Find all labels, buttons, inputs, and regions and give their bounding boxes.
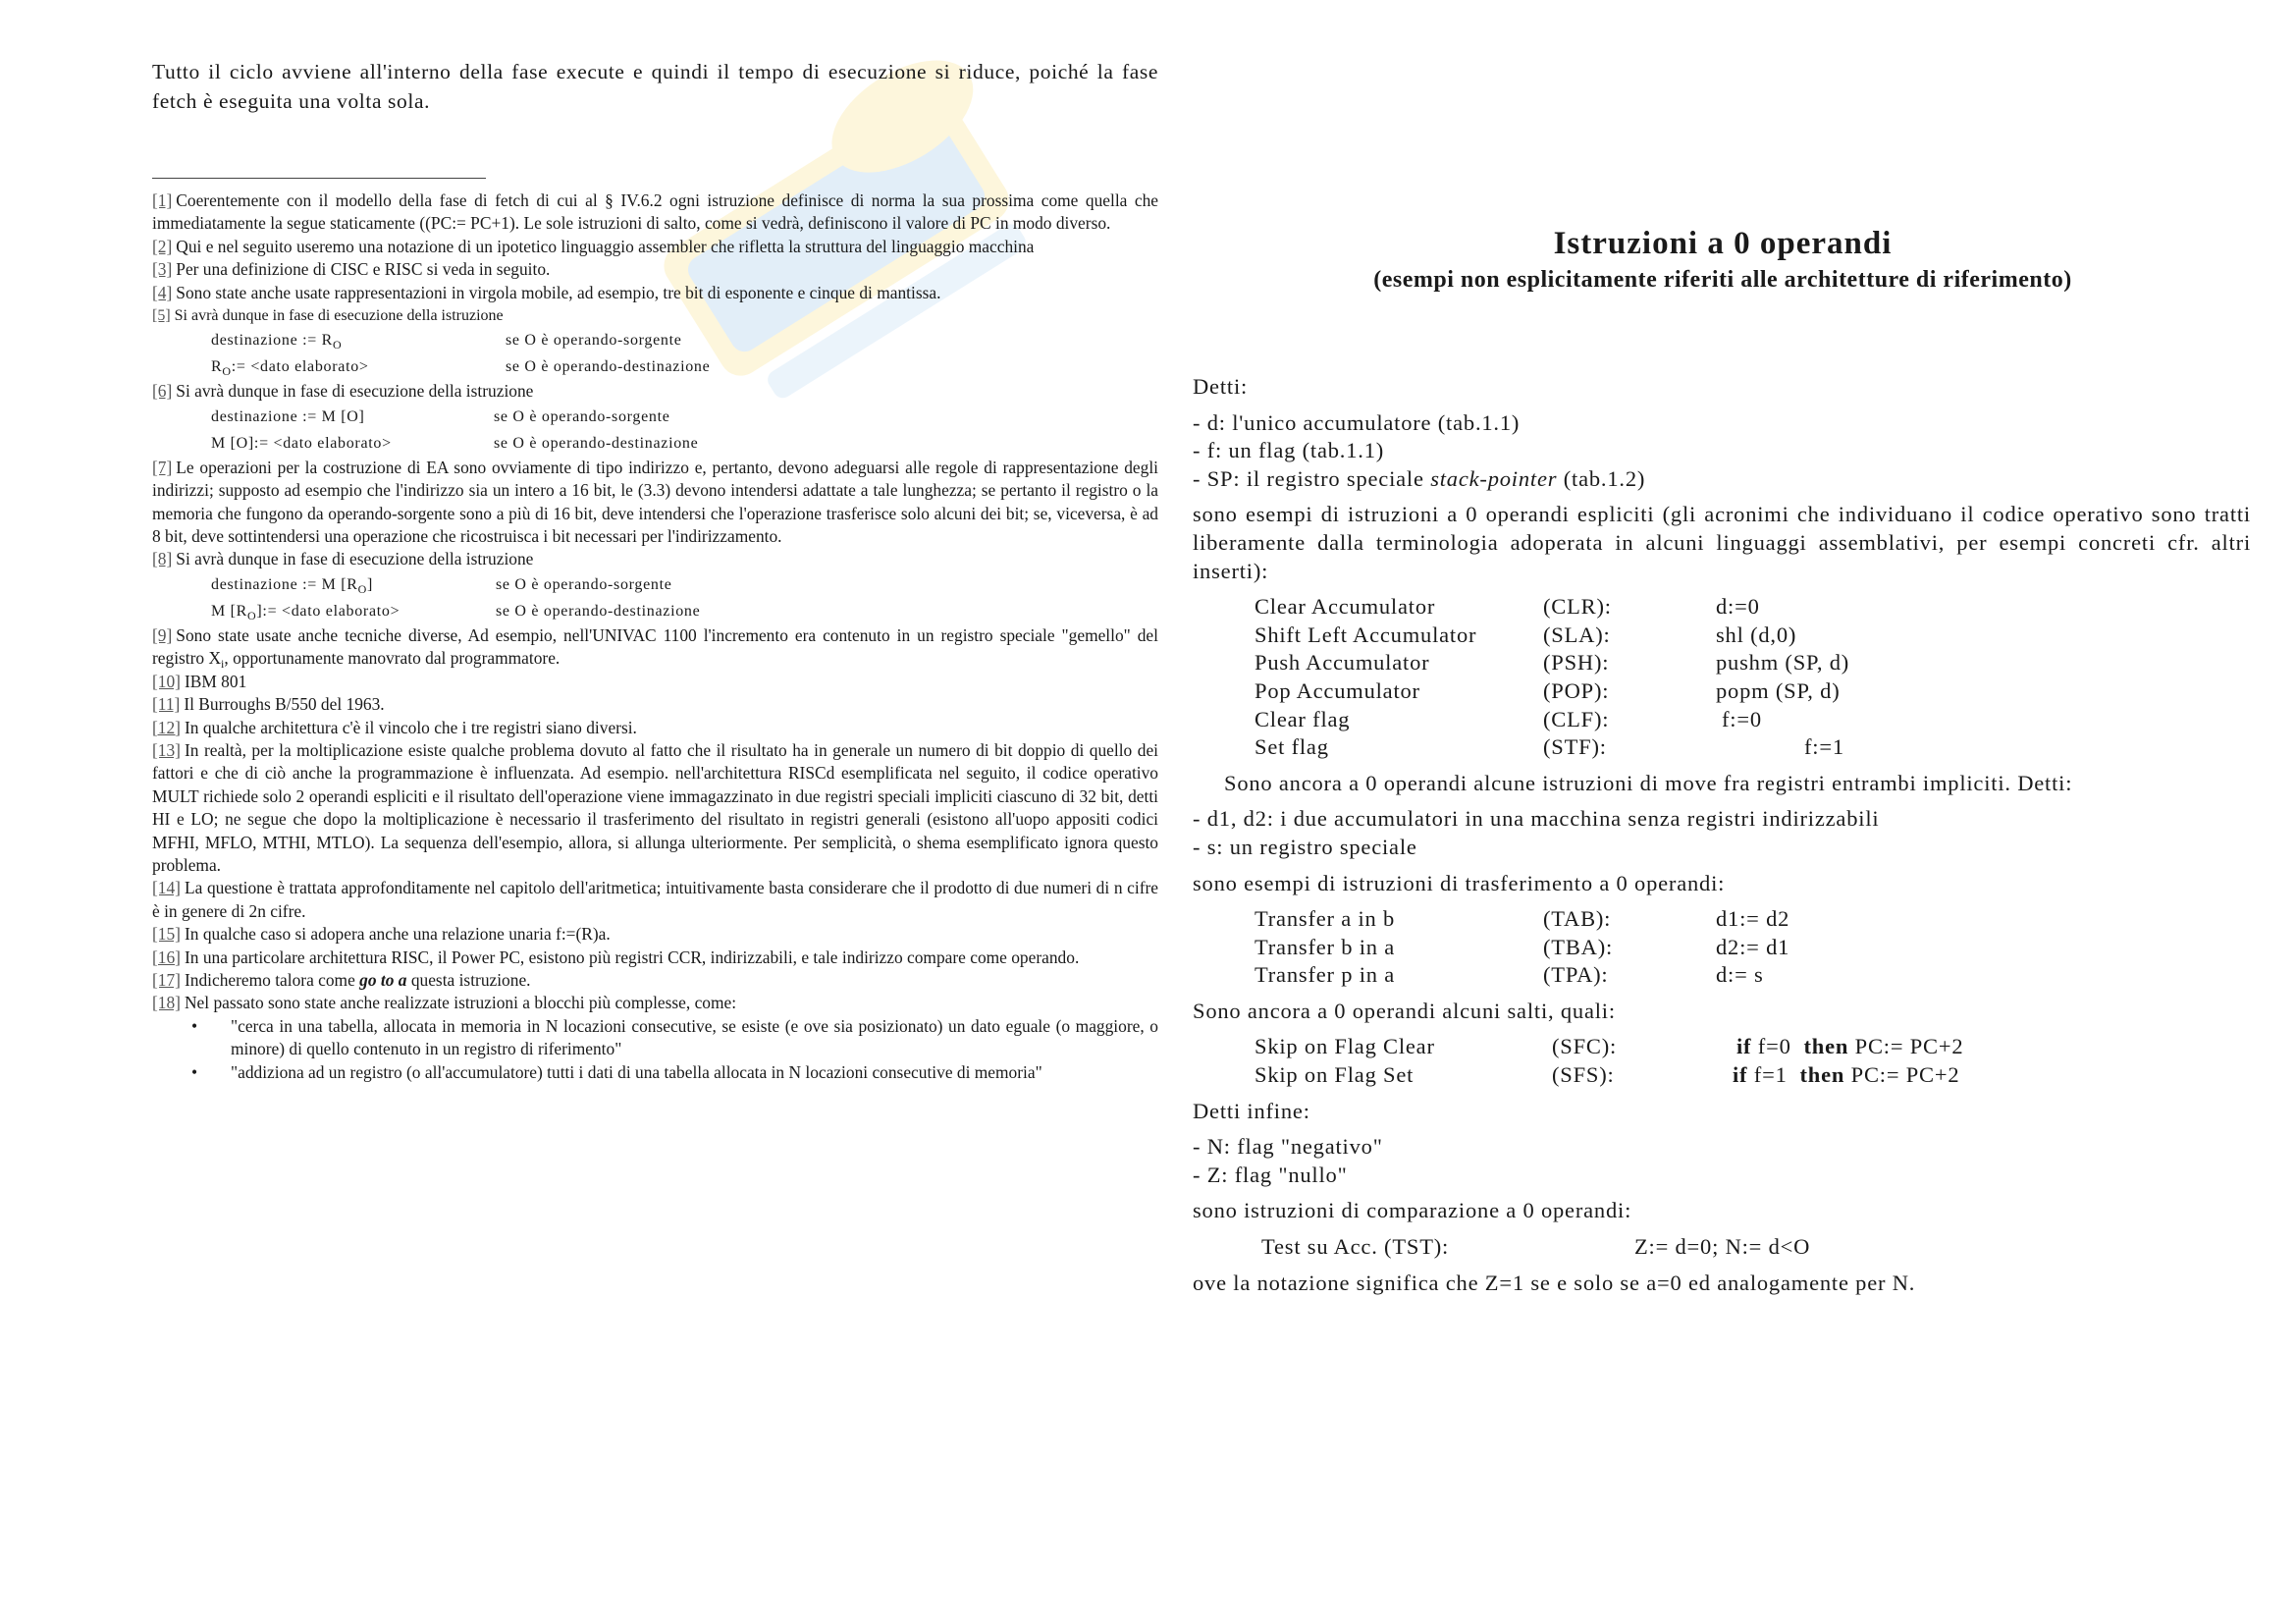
footnote-ref[interactable]: [13] xyxy=(152,739,181,760)
footnote-text: Per una definizione di CISC e RISC si veda in seguito. xyxy=(176,259,551,280)
footnote-4 xyxy=(152,282,1158,304)
instruction-row: Skip on Flag Clear (SFC): if f=0 then PC:= PC+2 xyxy=(1255,1034,1964,1059)
def-item: - SP: il registro speciale stack-pointer (tab.1.2) xyxy=(1193,465,1646,491)
def-item: - Z: flag "nullo" xyxy=(1193,1162,1348,1187)
footnote-ref[interactable]: [5] xyxy=(152,307,171,325)
footnote-text: Si avrà dunque in fase di esecuzione della istruzione xyxy=(176,381,534,402)
footnote-ref[interactable]: [4] xyxy=(152,282,173,302)
paragraph: ove la notazione significa che Z=1 se e solo se a=0 ed analogamente per N. xyxy=(1193,1270,1916,1295)
footnote-16: [16] In una particolare architettura RISC, il Power PC, esistono più registri CCR, indirizzabili, e tale indirizzo compare come operando. xyxy=(152,947,1080,967)
footnote-text: Coerentemente con il modello della fase di fetch di cui al § IV.6.2 ogni istruzione definisce di norma la sua prossima come quella che immediatamente la segue staticamente ((PC:= PC+1). Le sole istruzioni di salto, come si vedrà, definiscono il valore di PC in modo diverso. xyxy=(152,190,1158,234)
footnote-6 xyxy=(152,380,1158,403)
footnote-ref[interactable]: [3] xyxy=(152,259,173,280)
footnote-13: [13] In realtà, per la moltiplicazione esiste qualche problema dovuto al fatto che il risultato ha in generale un numero di bit doppio di quello dei fattori e che di ciò anche la programmazione è influenzata. Ad esempio. nell'architettura RISCd esemplificata nel seguito, il codice operativo MULT richiede solo 2 operandi espliciti e il risultato dell'operazione viene immagazzinato in due registri speciali impliciti ciascuno di 32 bit, detti HI e LO; ne segue che dopo la moltiplicazione è necessario il trasferimento del risultato in registri generali (esistono all'uopo appositi codici MFHI, MFLO, MTHI, MTLO). La sequenza dell'esempio, allora, si allunga ulteriormente. Per semplicità, o shema esemplificato ignora questo problema. xyxy=(152,739,1158,875)
formula-line: destinazione := M [O] se O è operando-sorgente xyxy=(211,407,670,425)
footnote-ref[interactable]: [16] xyxy=(152,947,181,967)
footnote-ref[interactable]: [2] xyxy=(152,236,173,256)
paragraph: Sono ancora a 0 operandi alcune istruzioni di move fra registri entrambi impliciti. Detti: xyxy=(1224,770,2073,795)
footnote-ref[interactable]: [18] xyxy=(152,993,181,1013)
section-subtitle: (esempi non esplicitamente riferiti alle architetture di riferimento) xyxy=(1373,267,2072,293)
paragraph: Sono ancora a 0 operandi alcuni salti, quali: xyxy=(1193,998,1616,1023)
footnotes xyxy=(152,189,1158,1084)
footnote-2 xyxy=(152,236,1158,258)
formula-line: destinazione := M $[R_O]$ se O è operando-sorgente xyxy=(211,575,672,596)
footnote-ref[interactable]: [15] xyxy=(152,924,181,945)
bullet-icon: • xyxy=(191,1061,198,1082)
instruction-row: Set flag (STF): f:=1 xyxy=(1255,734,1844,760)
detti-label: Detti: xyxy=(1193,374,1249,399)
footnote-ref[interactable]: [11] xyxy=(152,694,181,715)
footnote-18: [18] Nel passato sono state anche realizzate istruzioni a blocchi più complesse, come: xyxy=(152,993,737,1013)
footnote-ref[interactable]: [10] xyxy=(152,671,181,691)
instruction-row: Shift Left Accumulator (SLA): shl (d,0) xyxy=(1255,622,1797,647)
footnote-ref[interactable]: [17] xyxy=(152,969,181,990)
instruction-row: Clear Accumulator (CLR): d:=0 xyxy=(1255,594,1760,620)
footnote-14: [14] La questione è trattata approfonditamente nel capitolo dell'aritmetica; intuitivamente basta considerare che il prodotto di due numeri di n cifre è in genere di 2n cifre. xyxy=(152,878,1158,921)
instruction-row: Transfer a in b (TAB): d1:= d2 xyxy=(1255,906,1790,932)
footnote-text: Sono state anche usate rappresentazioni in virgola mobile, ad esempio, tre bit di esponente e cinque di mantissa. xyxy=(176,282,941,302)
formula-line: $R_O:=$ <dato elaborato> se O è operando-destinazione xyxy=(211,358,711,379)
footnote-11: [11] Il Burroughs B/550 del 1963. xyxy=(152,694,385,715)
def-item: - d1, d2: i due accumulatori in una macchina senza registri indirizzabili xyxy=(1193,806,1880,832)
def-item: - N: flag "negativo" xyxy=(1193,1134,1383,1160)
footnote-ref[interactable]: [1] xyxy=(152,190,173,210)
instruction-row: Transfer b in a (TBA): d2:= d1 xyxy=(1255,934,1790,959)
footnote-9: [9] Sono state usate anche tecniche diverse, Ad esempio, nell'UNIVAC 1100 l'incremento era contenuto in un registro speciale "gemello" del registro $X_i$, opportunamente manovrato dal programmatore. xyxy=(152,624,1158,672)
section-title: Istruzioni a 0 operandi xyxy=(1553,226,1893,261)
formula-line: M $[R_O]:=$ <dato elaborato> se O è operando-destinazione xyxy=(211,602,701,622)
instruction-row: Transfer p in a (TPA): d:= s xyxy=(1255,962,1764,988)
paragraph: Detti infine: xyxy=(1193,1098,1310,1123)
footnote-8 xyxy=(152,548,1158,570)
paragraph: sono esempi di istruzioni a 0 operandi espliciti (gli acronimi che individuano il codice operativo sono tratti liberamente dalla terminologia adoperata in alcuni linguaggi assemblativi, per esempi concreti cfr. altri inserti): xyxy=(1193,502,2251,583)
right-column xyxy=(1193,373,2251,1297)
footnote-5 xyxy=(152,304,1158,327)
instruction-row: Skip on Flag Set (SFS): if f=1 then PC:= PC+2 xyxy=(1255,1062,1960,1088)
footnote-text: Qui e nel seguito useremo una notazione di un ipotetico linguaggio assembler che rifletta la struttura del linguaggio macchina xyxy=(176,236,1035,256)
bullet-icon: • xyxy=(191,1015,198,1036)
footnote-17: [17] Indicheremo talora come go to a questa istruzione. xyxy=(152,969,531,990)
footnote-ref[interactable]: [9] xyxy=(152,624,173,645)
footnote-10: [10] IBM 801 xyxy=(152,671,247,691)
def-item: - s: un registro speciale xyxy=(1193,834,1417,859)
footnote-text: Si avrà dunque in fase di esecuzione della istruzione xyxy=(174,307,504,325)
intro-paragraph: Tutto il ciclo avviene all'interno della fase execute e quindi il tempo di esecuzione si riduce, poiché la fase fetch è eseguita una volta sola. xyxy=(152,60,1158,113)
footnote-ref[interactable]: [7] xyxy=(152,457,173,477)
paragraph: sono istruzioni di comparazione a 0 operandi: xyxy=(1193,1198,1632,1223)
footnote-7 xyxy=(152,457,1158,549)
instruction-row: Clear flag (CLF): f:=0 xyxy=(1255,706,1762,731)
paragraph: sono esempi di istruzioni di trasferimento a 0 operandi: xyxy=(1193,870,1726,895)
footnote-12: [12] In qualche architettura c'è il vincolo che i tre registri siano diversi. xyxy=(152,717,637,737)
formula-line: destinazione := $R_O$ se O è operando-sorgente xyxy=(211,332,682,352)
bullet-item: • "cerca in una tabella, allocata in memoria in N locazioni consecutive, se esiste (e ove sia posizionato) un dato eguale (o maggiore, o minore) di quello contenuto in un registro di riferimento" xyxy=(152,1015,1158,1061)
footnote-15: [15] In qualche caso si adopera anche una relazione unaria f:=(R)a. xyxy=(152,924,611,945)
footnote-ref[interactable]: [14] xyxy=(152,878,181,898)
footnote-separator xyxy=(152,178,486,179)
footnote-ref[interactable]: [8] xyxy=(152,549,173,569)
footnote-ref[interactable]: [6] xyxy=(152,381,173,402)
footnote-text: Le operazioni per la costruzione di EA sono ovviamente di tipo indirizzo e, pertanto, devono adeguarsi alle regole di rappresentazione degli indirizzi; supposto ad esempio che l'indirizzo sia un intero a 16 bit, le (3.3) devono intendersi adattate a tale lunghezza; se pertanto il registro o la memoria che fungono da operando-sorgente sono a più di 16 bit, deve intendersi che l'operazione trasferisce solo alcuni dei bit; se, viceversa, è ad 8 bit, deve sottintendersi una operazione che ricostruisca i bit necessari per l'indirizzamento. xyxy=(152,457,1158,547)
def-item: - f: un flag (tab.1.1) xyxy=(1193,438,1385,463)
footnote-ref[interactable]: [12] xyxy=(152,717,181,737)
def-item: - d: l'unico accumulatore (tab.1.1) xyxy=(1193,409,1521,435)
footnote-3 xyxy=(152,258,1158,281)
bullet-item: • "addiziona ad un registro (o all'accumulatore) tutti i dati di una tabella allocata in N locazioni consecutive di memoria" xyxy=(152,1061,1158,1084)
formula-line: M [O]:= <dato elaborato> se O è operando-destinazione xyxy=(211,434,699,452)
instruction-row: Pop Accumulator (POP): popm (SP, d) xyxy=(1255,677,1841,703)
instruction-row: Test su Acc. (TST): Z:= d=0; N:= d<O xyxy=(1261,1234,1811,1260)
instruction-row: Push Accumulator (PSH): pushm (SP, d) xyxy=(1255,650,1850,676)
footnote-text: Si avrà dunque in fase di esecuzione della istruzione xyxy=(176,549,534,569)
footnote-1 xyxy=(152,189,1158,236)
